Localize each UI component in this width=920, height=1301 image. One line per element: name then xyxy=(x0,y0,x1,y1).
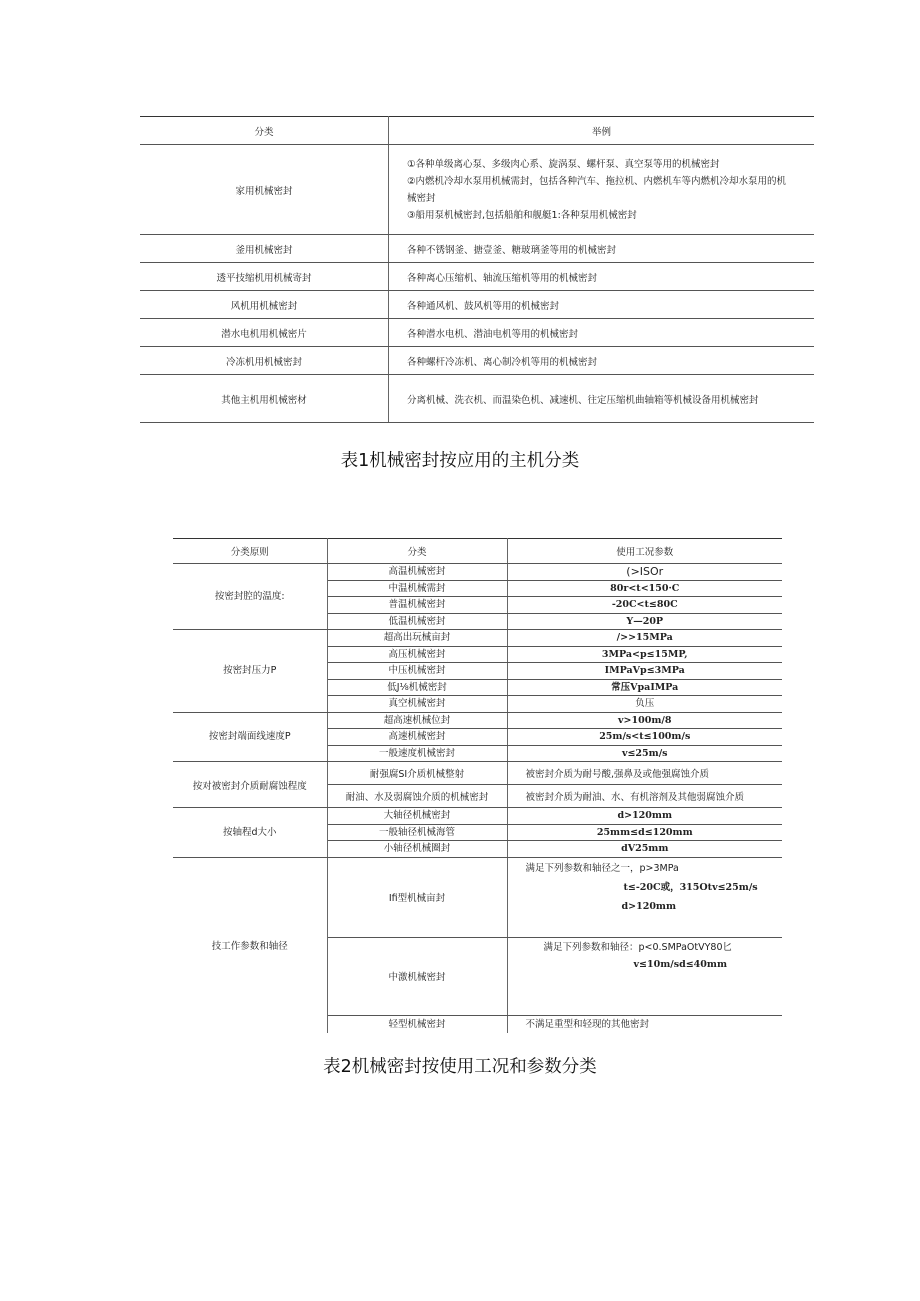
param-line: 满足下列参数和轴径：p<0.SMPaOtVY80匕 xyxy=(543,941,732,953)
table-2-header-params: 使用工况参数 xyxy=(507,539,782,564)
row-type: 真空机械密封 xyxy=(327,696,507,713)
table-1-examples: 各种潜水电机、潜油电机等用的机械密封 xyxy=(389,319,815,347)
table-row xyxy=(140,319,814,347)
table-1-category: 釜用机械密封 xyxy=(140,235,389,263)
example-line: 械密封 xyxy=(407,192,436,204)
table-row xyxy=(173,808,782,825)
row-type: 普温机械密封 xyxy=(327,597,507,614)
group-principle: 按密封端面线速度P xyxy=(173,712,327,762)
row-type: 低J⅛机械密封 xyxy=(327,679,507,696)
table-row xyxy=(140,235,814,263)
row-type: 高速机械密封 xyxy=(327,729,507,746)
group-principle: 按对被密封介质耐腐蚀程度 xyxy=(173,762,327,808)
param-line: v≤10m∕sd≤40mm xyxy=(633,958,727,970)
table-1-examples xyxy=(389,145,815,235)
param-line: t≤-20C或，315Otv≤25m∕s xyxy=(623,881,758,893)
row-param: />>15MPa xyxy=(507,630,782,647)
group-principle: 按密封腔的温度: xyxy=(173,564,327,630)
table-row xyxy=(140,375,814,423)
table-row xyxy=(140,291,814,319)
table-1-category: 冷冻机用机械密封 xyxy=(140,347,389,375)
row-param: dV25mm xyxy=(507,841,782,858)
table-2-header-principle: 分类原则 xyxy=(173,539,327,564)
row-type: 超高速机械位封 xyxy=(327,712,507,729)
table-1-category: 其他主机用机械密材 xyxy=(140,375,389,423)
row-type: 大轴径机械密封 xyxy=(327,808,507,825)
row-type: 耐油、水及弱腐蚀介质的机械密封 xyxy=(327,785,507,808)
row-type: Ifi型机械亩封 xyxy=(327,857,507,937)
table-1-header-examples: 举例 xyxy=(389,117,815,145)
table-1-header-category: 分类 xyxy=(140,117,389,145)
table-1-category: 家用机械密封 xyxy=(140,145,389,235)
row-param: IMPaVp≤3MPa xyxy=(507,663,782,680)
row-param: (>ISOr xyxy=(507,564,782,581)
row-param: 80r<t<150·C xyxy=(507,580,782,597)
group-principle: 按轴程d大小 xyxy=(173,808,327,858)
param-line: 满足下列参数和轴径之一，p>3MPa xyxy=(525,862,679,874)
row-param: 被密封介质为耐号酸,强鼻及或他强腐蚀介质 xyxy=(507,762,782,785)
row-param: 被密封介质为耐油、水、有机溶剂及其他弱腐蚀介质 xyxy=(507,785,782,808)
table-row xyxy=(173,564,782,581)
table-2-header-row xyxy=(173,539,782,564)
row-param: d>120mm xyxy=(507,808,782,825)
row-param: -20C<t≤80C xyxy=(507,597,782,614)
group-principle: 技工作参数和轴径 xyxy=(173,857,327,1033)
table-1-category: 透平技缩机用机械寄封 xyxy=(140,263,389,291)
table-1-examples: 各种不锈钢釜、搪壹釜、糖玻璃釜等用的机械密封 xyxy=(389,235,815,263)
row-type: 中压机械密封 xyxy=(327,663,507,680)
row-type: 中激机械密封 xyxy=(327,937,507,1015)
table-1-examples: 各种通风机、鼓风机等用的机械密封 xyxy=(389,291,815,319)
row-type: 超高出玩械亩封 xyxy=(327,630,507,647)
example-line: ②内燃机冷却水泵用机械需封，包括各种汽车、拖拉机、内燃机车等内燃机冷却水泵用的机 xyxy=(407,175,787,187)
row-param: Y—20P xyxy=(507,613,782,630)
table-1-category: 潜水电机用机械密片 xyxy=(140,319,389,347)
table-1-examples: 分离机械、洗衣机、而温染色机、减速机、往定压缩机曲轴箱等机械设备用机械密封 xyxy=(389,375,815,423)
param-line: d>120mm xyxy=(621,900,677,912)
table-row xyxy=(173,762,782,785)
table-1-header-row xyxy=(140,117,814,145)
row-param-block xyxy=(507,937,782,1015)
row-param: v>100m∕8 xyxy=(507,712,782,729)
row-param: 负压 xyxy=(507,696,782,713)
table-row xyxy=(140,347,814,375)
table-2 xyxy=(173,538,782,1033)
table-1 xyxy=(140,116,814,423)
row-type: 一般轴径机械海管 xyxy=(327,824,507,841)
row-type: 中温机械需封 xyxy=(327,580,507,597)
group-principle: 按密封压力P xyxy=(173,630,327,713)
row-param: 不满足重型和轻现的其他密封 xyxy=(525,1018,650,1030)
row-param: 常压VpaIMPa xyxy=(507,679,782,696)
table-1-caption: 表1机械密封按应用的主机分类 xyxy=(340,451,580,471)
row-type: 耐强腐SI介质机械整射 xyxy=(327,762,507,785)
row-param: 25m∕s<t≤100m∕s xyxy=(507,729,782,746)
row-param: v≤25m∕s xyxy=(507,745,782,762)
table-1-examples: 各种离心压缩机、轴流压缩机等用的机械密封 xyxy=(389,263,815,291)
table-2-header-type: 分类 xyxy=(327,539,507,564)
table-row xyxy=(173,630,782,647)
table-row xyxy=(140,263,814,291)
row-type: 低温机械密封 xyxy=(327,613,507,630)
row-type: 高压机械密封 xyxy=(327,646,507,663)
table-2-caption: 表2机械密封按使用工况和参数分类 xyxy=(323,1057,597,1077)
row-param: 25mm≤d≤120mm xyxy=(507,824,782,841)
table-1-category: 风机用机械密封 xyxy=(140,291,389,319)
row-param: 3MPa<p≤15MP, xyxy=(507,646,782,663)
table-row xyxy=(173,857,782,937)
row-type: 一般速度机械密封 xyxy=(327,745,507,762)
row-param-block xyxy=(507,857,782,937)
row-type: 小轴径机械圈封 xyxy=(327,841,507,858)
row-type: 高温机械密封 xyxy=(327,564,507,581)
table-1-examples: 各种螺杆冷冻机、离心制冷机等用的机械密封 xyxy=(389,347,815,375)
example-line: ③船用泵机械密封,包括船舶和舰艇1:各种泵用机械密封 xyxy=(407,209,637,221)
row-type: 轻型机械密封 xyxy=(327,1015,507,1033)
example-line: ①各种单级离心泵、多级肉心系、旋涡泵、螺杆泵、真空泵等用的机械密封 xyxy=(407,158,720,170)
table-row xyxy=(140,145,814,235)
table-row xyxy=(173,712,782,729)
